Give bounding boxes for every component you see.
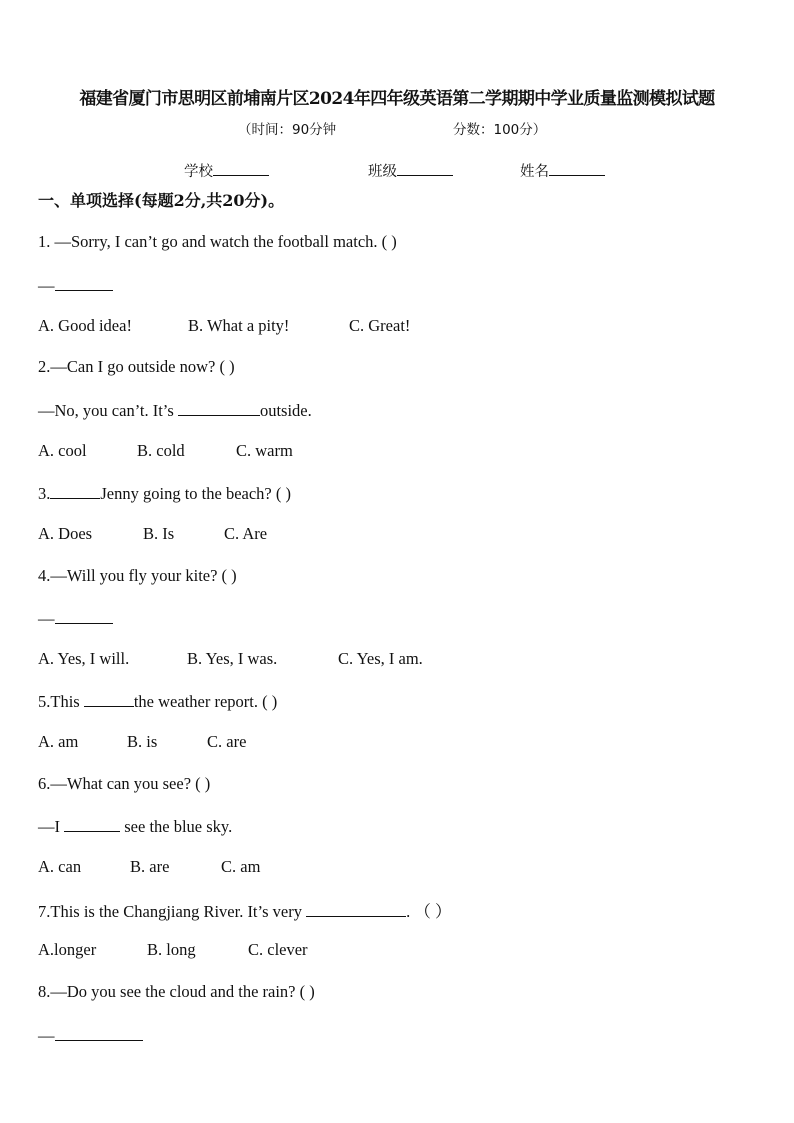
question-4-options [38,649,423,669]
stem-pre: 7.This is the Changjiang River. It’s very [38,902,307,921]
option-b: B. is [127,732,158,751]
name-field [520,160,605,181]
option-a: A. can [38,857,82,876]
class-label: 班级 [368,164,397,180]
question-2-options [38,441,293,461]
question-5-options [38,732,246,752]
option-a: A. Yes, I will. [38,649,130,668]
question-4-stem: 4.—Will you fly your kite? ( ) [38,566,237,585]
reply-dash: — [38,276,55,295]
stem-post: . （ ） [406,902,452,921]
stem-post: the weather report. ( ) [133,692,278,711]
answer-blank [84,690,134,707]
answer-blank [55,1024,143,1041]
question-6-options [38,857,260,877]
question-3-stem [38,482,291,504]
class-blank [397,161,453,176]
stem-post: Jenny going to the beach? ( ) [100,484,291,503]
school-field [184,160,269,181]
question-6-stem: 6.—What can you see? ( ) [38,774,211,793]
answer-blank [50,482,100,499]
answer-blank [178,399,260,416]
question-5-stem [38,690,277,712]
question-1-stem: 1. —Sorry, I can’t go and watch the football match. ( ) [38,232,397,251]
question-7-stem [38,898,451,922]
school-blank [213,161,269,176]
option-a: A. Good idea! [38,316,132,335]
answer-blank [55,607,113,624]
reply-pre: —I [38,817,65,836]
reply-dash: — [38,609,55,628]
option-b: B. Yes, I was. [187,649,278,668]
option-c: C. Yes, I am. [338,649,423,668]
option-a: A. am [38,732,79,751]
section-title: 一、单项选择(每题2分,共20分)。 [38,191,285,210]
question-2-reply [38,399,312,421]
option-c: C. Great! [349,316,411,335]
exam-time: （时间：90分钟 [238,122,337,138]
question-4-reply [38,607,113,629]
option-b: B. long [147,940,196,959]
option-c: C. am [221,857,261,876]
question-1-options [38,316,410,336]
stem-pre: 5.This [38,692,84,711]
option-a: A. Does [38,524,93,543]
stem-pre: 3. [38,484,51,503]
option-c: C. warm [236,441,293,460]
reply-pre: —No, you can’t. It’s [38,401,178,420]
option-b: B. What a pity! [188,316,290,335]
option-a: A.longer [38,940,97,959]
question-6-reply [38,815,232,837]
school-label: 学校 [184,164,213,180]
option-b: B. cold [137,441,185,460]
exam-score: 分数：100分） [453,122,547,138]
option-a: A. cool [38,441,87,460]
exam-title: 福建省厦门市思明区前埔南片区2024年四年级英语第二学期期中学业质量监测模拟试题 [79,89,715,109]
question-8-stem: 8.—Do you see the cloud and the rain? ( ) [38,982,315,1001]
name-label: 姓名 [520,164,549,180]
option-c: C. Are [224,524,268,543]
option-c: C. clever [248,940,308,959]
answer-blank [64,815,120,832]
answer-blank [306,900,406,917]
question-2-stem: 2.—Can I go outside now? ( ) [38,357,235,376]
reply-dash: — [38,1026,55,1045]
option-c: C. are [207,732,247,751]
question-7-options [38,940,308,960]
name-blank [549,161,605,176]
question-3-options [38,524,267,544]
reply-post: see the blue sky. [120,817,233,836]
question-8-reply [38,1024,143,1046]
option-b: B. Is [143,524,175,543]
answer-blank [55,274,113,291]
reply-post: outside. [259,401,312,420]
question-1-reply [38,274,113,296]
option-b: B. are [130,857,170,876]
class-field [368,160,453,181]
